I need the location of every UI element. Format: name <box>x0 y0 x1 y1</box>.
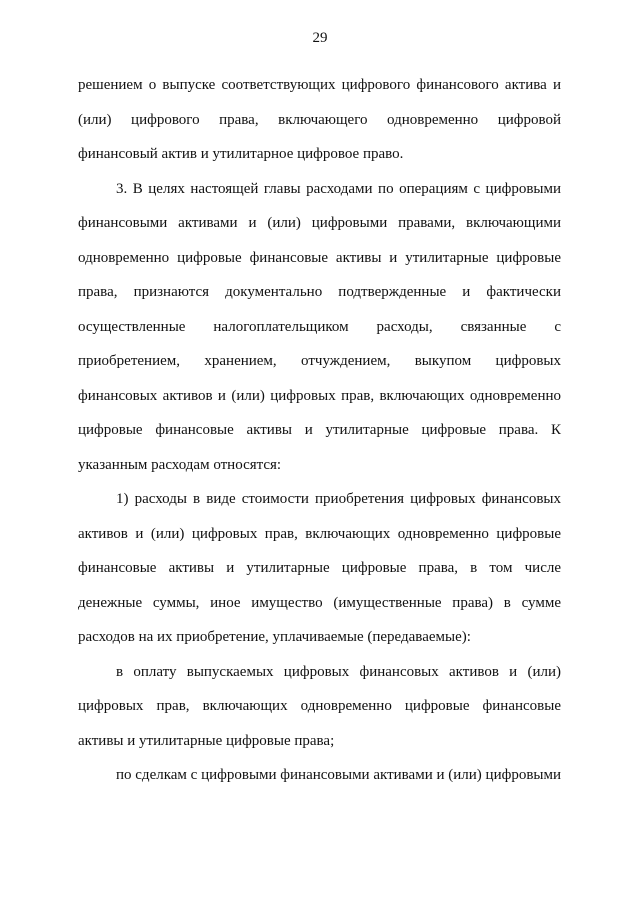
paragraph-payment-issued: в оплату выпускаемых цифровых финансовых активов и (или) цифровых прав, включающих одновременно цифровые финансовые активы и утилитарные цифровые права; <box>78 663 561 749</box>
paragraph-continuation: решением о выпуске соответствующих цифрового финансового актива и (или) цифрового права, включающего одновременно цифровой финансовый актив и утилитарное цифровое право. <box>78 77 561 162</box>
page-number: 29 <box>312 30 328 46</box>
paragraph-item-3: 3. В целях настоящей главы расходами по операциям с цифровыми финансовыми активами и (или) цифровыми правами, включающими одновременно цифровые финансовые активы и утилитарные цифровые права, признаются документально подтвержденные и фактически осуществленные налогоплательщиком расходы, связанные с приобретением, хранением, отчуждением, выкупом цифровых финансовых активов и (или) цифровых прав, включающих одновременно цифровые финансовые активы и утилитарные цифровые права. К указанным расходам относятся: <box>78 180 561 473</box>
document-body <box>78 68 561 793</box>
paragraph-subitem-1: 1) расходы в виде стоимости приобретения цифровых финансовых активов и (или) цифровых прав, включающих одновременно цифровые финансовые активы и утилитарные цифровые права, в том числе денежные суммы, иное имущество (имущественные права) в сумме расходов на их приобретение, уплачиваемые (передаваемые): <box>78 491 561 645</box>
paragraph-transactions: по сделкам с цифровыми финансовыми активами и (или) цифровыми <box>116 767 561 783</box>
